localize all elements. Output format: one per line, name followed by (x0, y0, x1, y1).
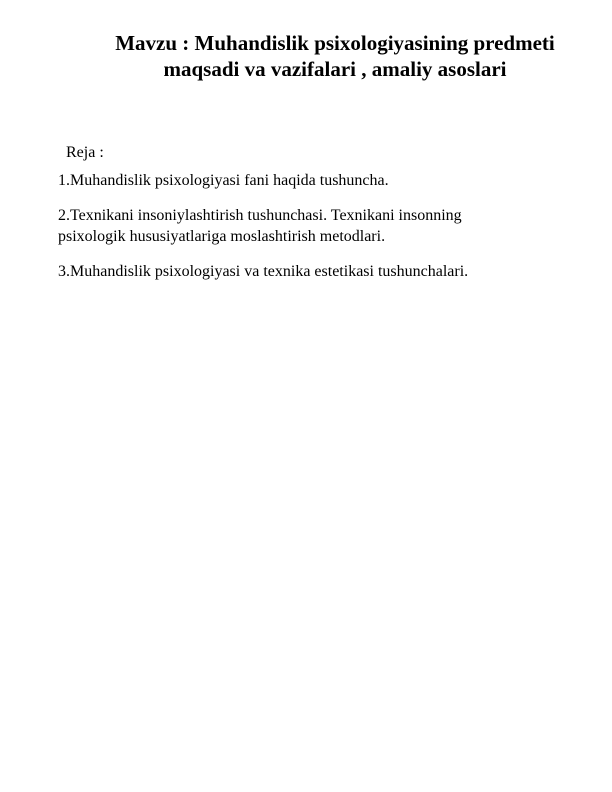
plan-item (58, 205, 558, 247)
plan-item-text: psixologik hususiyatlariga moslashtirish metodlari. (58, 228, 386, 245)
plan-item-text: 1.Muhandislik psixologiyasi fani haqida tushuncha. (58, 172, 389, 189)
plan-item (58, 261, 558, 282)
plan-list (58, 170, 558, 296)
plan-item (58, 170, 558, 191)
plan-item-text: 2.Texnikani insoniylashtirish tushunchasi. Texnikani insonning (58, 207, 462, 224)
document-title (60, 30, 610, 82)
title-line: maqsadi va vazifalari , amaliy asoslari (163, 57, 507, 81)
title-line: Mavzu : Muhandislik psixologiyasining predmeti (115, 31, 555, 55)
plan-item-text: 3.Muhandislik psixologiyasi va texnika estetikasi tushunchalari. (58, 263, 469, 280)
plan-heading: Reja : (66, 144, 104, 161)
